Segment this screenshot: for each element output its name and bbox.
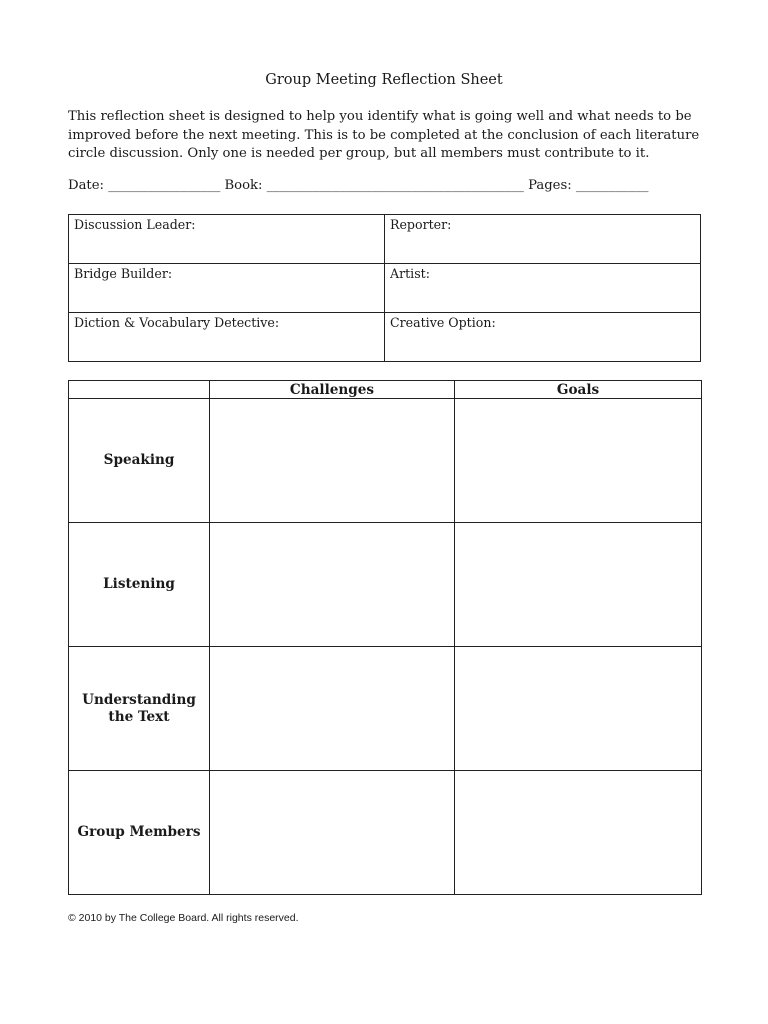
- intro-line: circle discussion. Only one is needed per group, but all members must contribute to it.: [68, 146, 650, 161]
- row-label-speaking: Speaking: [69, 399, 210, 523]
- date-blank[interactable]: _________________: [108, 178, 221, 193]
- roles-row: [69, 313, 701, 362]
- intro-line: This reflection sheet is designed to help you identify what is going well and what needs to be: [68, 109, 692, 124]
- grid-row-group-members: [69, 771, 702, 895]
- challenges-cell[interactable]: [210, 771, 455, 895]
- intro-line: improved before the next meeting. This is to be completed at the conclusion of each literature: [68, 127, 700, 143]
- role-cell-discussion-leader[interactable]: Discussion Leader:: [69, 215, 385, 264]
- grid-header-challenges: Challenges: [210, 381, 455, 399]
- goals-cell[interactable]: [455, 399, 702, 523]
- role-cell-vocabulary-detective[interactable]: Diction & Vocabulary Detective:: [69, 313, 385, 362]
- book-label: Book:: [224, 178, 263, 193]
- challenges-cell[interactable]: [210, 523, 455, 647]
- role-cell-bridge-builder[interactable]: Bridge Builder:: [69, 264, 385, 313]
- grid-row-speaking: [69, 399, 702, 523]
- roles-row: [69, 264, 701, 313]
- copyright-footer: © 2010 by The College Board. All rights reserved.: [68, 912, 299, 924]
- goals-cell[interactable]: [455, 523, 702, 647]
- reflection-grid: [68, 380, 702, 895]
- role-cell-creative-option[interactable]: Creative Option:: [385, 313, 701, 362]
- roles-table: [68, 214, 701, 362]
- row-label-understanding: Understanding the Text: [69, 647, 210, 771]
- roles-row: [69, 215, 701, 264]
- meta-line: [68, 178, 708, 193]
- date-label: Date:: [68, 178, 104, 193]
- page-title: Group Meeting Reflection Sheet: [265, 72, 503, 88]
- row-label-listening: Listening: [69, 523, 210, 647]
- pages-blank[interactable]: ___________: [575, 178, 649, 193]
- challenges-cell[interactable]: [210, 647, 455, 771]
- grid-header-goals: Goals: [455, 381, 702, 399]
- intro-paragraph: [68, 108, 708, 164]
- grid-row-understanding: [69, 647, 702, 771]
- challenges-cell[interactable]: [210, 399, 455, 523]
- goals-cell[interactable]: [455, 647, 702, 771]
- grid-header-row: [69, 381, 702, 399]
- row-label-group-members: Group Members: [69, 771, 210, 895]
- goals-cell[interactable]: [455, 771, 702, 895]
- role-cell-reporter[interactable]: Reporter:: [385, 215, 701, 264]
- role-cell-artist[interactable]: Artist:: [385, 264, 701, 313]
- book-blank[interactable]: _______________________________________: [266, 178, 524, 193]
- pages-label: Pages:: [528, 178, 572, 193]
- grid-row-listening: [69, 523, 702, 647]
- grid-header-corner: [69, 381, 210, 399]
